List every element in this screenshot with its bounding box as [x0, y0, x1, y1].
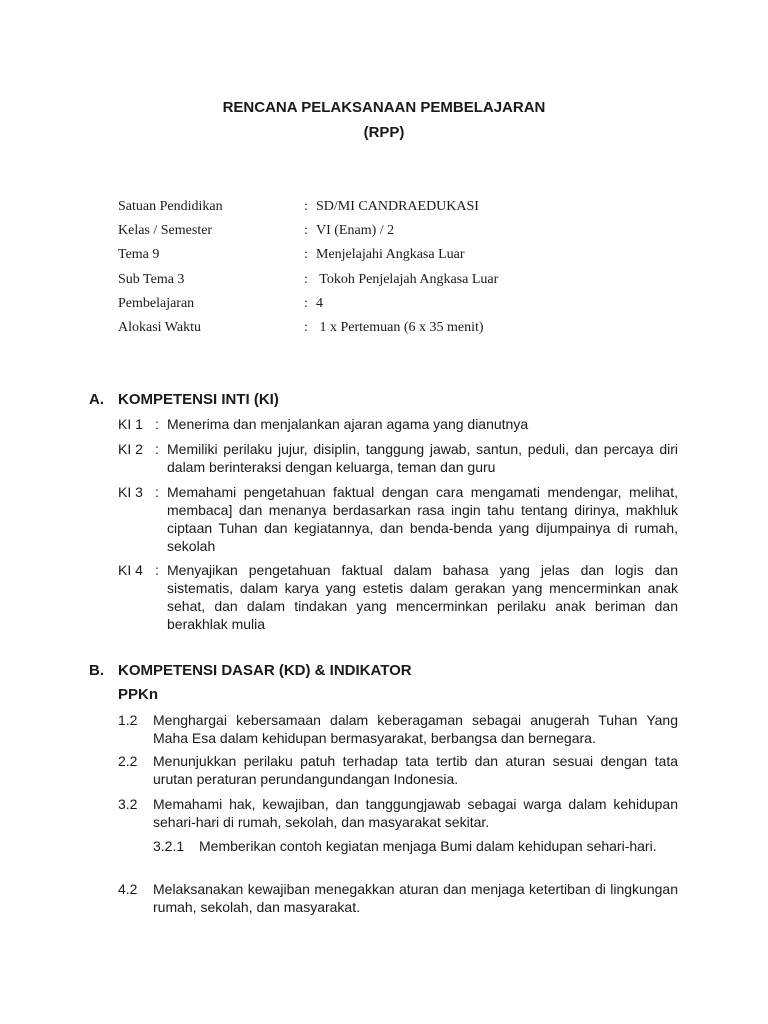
identity-label: Pembelajaran: [118, 295, 195, 311]
identity-colon: :: [304, 271, 308, 287]
identity-row: [118, 295, 498, 319]
section-b-title: KOMPETENSI DASAR (KD) & INDIKATOR: [118, 662, 412, 679]
ki-text: Memahami pengetahuan faktual dengan cara mengamati mendengar, melihat, membaca] dan menanya berdasarkan rasa ingin tahu tentang dirinya, makhluk ciptaan Tuhan dan kegiatannya, dan benda-benda yang dijumpainya di rumah, sekolah: [167, 484, 678, 554]
identity-value: 1 x Pertemuan (6 x 35 menit): [316, 319, 484, 335]
ki-colon: :: [155, 562, 159, 578]
ki-text: Menerima dan menjalankan ajaran agama yang dianutnya: [167, 416, 529, 432]
ki-colon: :: [155, 484, 159, 500]
ki-item: [118, 440, 678, 476]
identity-value: VI (Enam) / 2: [316, 223, 395, 239]
identity-row: [118, 222, 498, 246]
ki-text: Memiliki perilaku jujur, disiplin, tanggung jawab, santun, peduli, dan percaya diri dalam berinteraksi dengan keluarga, teman dan guru: [167, 441, 678, 475]
identity-value: SD/MI CANDRAEDUKASI: [316, 199, 479, 214]
kd-number: 2.2: [118, 753, 138, 769]
kd-number: 1.2: [118, 712, 138, 728]
ki-colon: :: [155, 441, 159, 457]
kd-text: Menunjukkan perilaku patuh terhadap tata tertib dan aturan sesuai dengan tata urutan peraturan perundangundangan Indonesia.: [153, 753, 678, 787]
identity-label: Sub Tema 3: [118, 271, 185, 287]
identity-colon: :: [304, 223, 308, 239]
indicator-number: 3.2.1: [153, 838, 185, 854]
section-b-heading: [89, 662, 412, 679]
identity-colon: :: [304, 199, 308, 214]
section-a-letter: A.: [89, 391, 104, 408]
ki-item: [118, 483, 678, 555]
identity-colon: :: [304, 295, 308, 311]
identity-value: 4: [316, 295, 323, 311]
identity-row: [118, 198, 498, 222]
kd-text: Menghargai kebersamaan dalam keberagaman sebagai anugerah Tuhan Yang Maha Esa dalam kehidupan bermasyarakat, berbangsa dan bernegara.: [153, 712, 678, 746]
section-a-heading: [89, 391, 279, 408]
document-title: RENCANA PELAKSANAAN PEMBELAJARAN: [222, 99, 546, 116]
kd-item: [118, 880, 678, 916]
identity-table: [118, 198, 498, 343]
indicator-item: [118, 837, 678, 855]
identity-colon: :: [304, 319, 308, 335]
document-subtitle: (RPP): [363, 124, 405, 141]
ki-label: KI 3: [118, 484, 143, 500]
kd-text: Memahami hak, kewajiban, dan tanggungjawab sebagai warga dalam kehidupan sehari-hari di rumah, sekolah, dan masyarakat sekitar.: [153, 796, 678, 830]
kd-text: Melaksanakan kewajiban menegakkan aturan dan menjaga ketertiban di lingkungan rumah, sekolah, dan masyarakat.: [153, 881, 678, 915]
identity-label: Tema 9: [118, 247, 160, 263]
identity-value: Tokoh Penjelajah Angkasa Luar: [316, 271, 499, 287]
ki-label: KI 2: [118, 441, 143, 457]
kd-number: 4.2: [118, 881, 138, 897]
ki-colon: :: [155, 416, 159, 432]
identity-label: Kelas / Semester: [118, 223, 213, 239]
identity-label: Alokasi Waktu: [118, 319, 201, 335]
identity-row: [118, 246, 498, 270]
kd-item: [118, 795, 678, 831]
indicator-text: Memberikan contoh kegiatan menjaga Bumi dalam kehidupan sehari-hari.: [199, 838, 657, 854]
identity-value: Menjelajahi Angkasa Luar: [316, 247, 465, 263]
section-b-letter: B.: [89, 662, 104, 679]
subject-heading: PPKn: [118, 686, 159, 703]
kd-number: 3.2: [118, 796, 138, 812]
ki-item: [118, 415, 678, 433]
ki-text: Menyajikan pengetahuan faktual dalam bahasa yang jelas dan logis dan sistematis, dalam karya yang estetis dalam gerakan yang mencerminkan anak sehat, dan dalam tindakan yang mencerminkan perilaku anak beriman dan berakhlak mulia: [167, 562, 678, 632]
kd-item: [118, 711, 678, 747]
kd-item: [118, 752, 678, 788]
identity-label: Satuan Pendidikan: [118, 199, 223, 214]
identity-colon: :: [304, 247, 308, 263]
identity-row: [118, 271, 498, 295]
section-a-title: KOMPETENSI INTI (KI): [118, 391, 279, 408]
identity-row: [118, 319, 498, 343]
ki-label: KI 1: [118, 416, 143, 432]
ki-label: KI 4: [118, 562, 143, 578]
ki-item: [118, 561, 678, 633]
